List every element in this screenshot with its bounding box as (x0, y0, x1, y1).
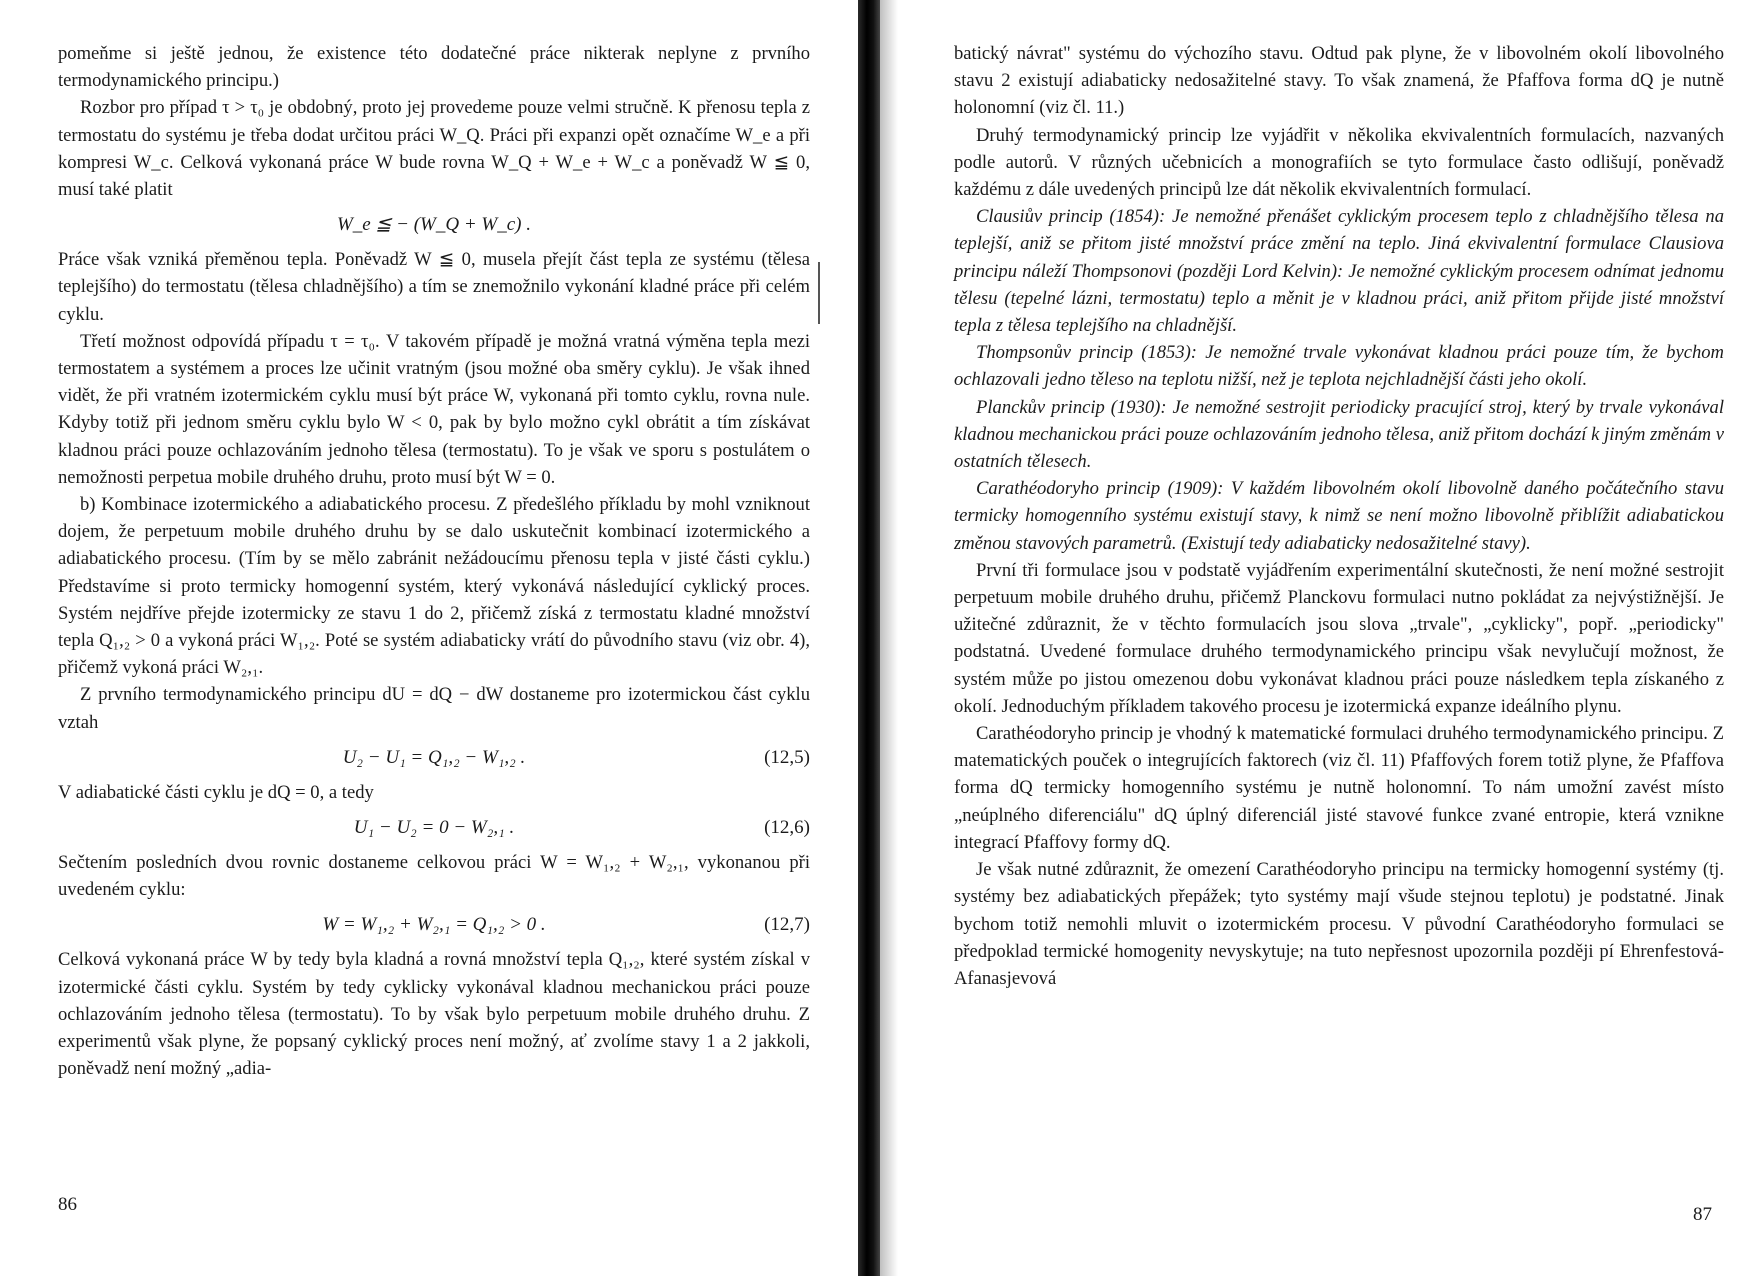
equation (58, 211, 810, 238)
equation-text: U₂ − U₁ = Q₁,₂ − W₁,₂ . (342, 746, 526, 768)
paragraph: První tři formulace jsou v podstatě vyjádřením experimentální skutečnosti, že není možné sestrojit perpetuum mobile druhého druhu, přičemž Planckovu formulaci nutno pokládat za nejvýstižnější. Je užitečné zdůraznit, že v těchto formulacích jsou slova „trvale", „cyklicky", popř. „periodicky" podstatná. Uvedené formulace druhého termodynamického principu však nevylučují možnost, že systém může po jistou omezenou dobu vykonávat kladnou práci pouze následkem tepla získaného z okolí. Jednoduchým příkladem takového procesu je izotermická expanze ideálního plynu. (954, 559, 1724, 717)
principle-thompson: Thompsonův princip (1853): Je nemožné trvale vykonávat kladnou práci pouze tím, že bychom ochlazovali jedno těleso na teplotu nižší, než je teplota nejchladnější části jeho okolí. (954, 342, 1724, 391)
book-gutter (858, 0, 880, 1276)
equation-number: (12,6) (764, 817, 810, 839)
left-page (0, 0, 858, 1276)
principle-planck: Planckův princip (1930): Je nemožné sestrojit periodicky pracující stroj, který by trvale vykonával kladnou mechanickou práci pouze ochlazováním jednoho tělesa, aniž přitom dochází k jiným změnám v ostatních tělesech. (954, 396, 1724, 473)
principle-caratheodory: Carathéodoryho princip (1909): V každém libovolném okolí libovolně daného počátečního stavu termicky homogenního systému existují stavy, k nimž se není možno libovolně přiblížit adiabatickou změnou stavových parametrů. (Existují tedy adiabaticky nedosažitelné stavy). (954, 478, 1724, 554)
paragraph: Sečtením posledních dvou rovnic dostaneme celkovou práci W = W₁,₂ + W₂,₁, vykonanou při uvedeném cyklu: (58, 852, 810, 901)
paragraph: Z prvního termodynamického principu dU = dQ − dW dostaneme pro izotermickou část cyklu vztah (58, 684, 810, 733)
paragraph: Práce však vzniká přeměnou tepla. Poněvadž W ≦ 0, musela přejít část tepla ze systému (tělesa teplejšího) do termostatu (tělesa chladnějšího) a tím se znemožnilo vykonání kladné práce při celém cyklu. (58, 249, 810, 325)
paragraph: Carathéodoryho princip je vhodný k matematické formulaci druhého termodynamického principu. Z matematických pouček o integrujících faktorech (viz čl. 11) Pfaffových forem totiž plyne, že Pfaffova forma dQ termicky homogenního systému je nutně holonomní. To nám umožní zavést místo „neúplného diferenciálu" dQ úplný diferenciál jisté stavové funkce zvané entropie, která vznikne integrací Pfaffovy formy dQ. (954, 723, 1724, 853)
paragraph: Celková vykonaná práce W by tedy byla kladná a rovná množství tepla Q₁,₂, které systém získal v izotermické části cyklu. Systém by tedy cyklicky vykonával kladnou mechanickou práci pouze ochlazováním jednoho tělesa (termostatu). To by však bylo perpetuum mobile druhého druhu. Z experimentů však plyne, že popsaný cyklický proces není možný, ať zvolíme stavy 1 a 2 jakkoli, poněvadž není možný „adia- (58, 949, 810, 1080)
paragraph: V adiabatické části cyklu je dQ = 0, a tedy (58, 781, 374, 803)
equation (58, 814, 810, 841)
equation-text: W = W₁,₂ + W₂,₁ = Q₁,₂ > 0 . (322, 914, 546, 936)
page-number: 87 (1693, 1204, 1712, 1225)
page-number: 86 (58, 1194, 77, 1215)
equation (58, 911, 810, 938)
paragraph: Druhý termodynamický princip lze vyjádřit v několika ekvivalentních formulacích, nazvaných podle autorů. V různých učebnicích a monografiích se tyto formulace často odlišují, poněvadž každému z dále uvedených principů lze dát několik ekvivalentních formulací. (954, 124, 1724, 201)
equation (58, 744, 810, 771)
paragraph: pomeňme si ještě jednou, že existence této dodatečné práce nikterak neplyne z prvního termodynamického principu.) (58, 43, 810, 92)
paragraph: b) Kombinace izotermického a adiabatického procesu. Z předešlého příkladu by mohl vzniknout dojem, že perpetuum mobile druhého druhu by se dalo uskutečnit kombinací izotermického a adiabatického procesu. (Tím by se mělo zabránit nežádoucímu přenosu tepla v jisté části cyklu.) Představíme si proto termicky homogenní systém, který vykonává následující cyklický proces. Systém nejdříve přejde izotermicky ze stavu 1 do 2, přičemž získá z termostatu kladné množství tepla Q₁,₂ > 0 a vykoná práci W₁,₂. Poté se systém adiabaticky vrátí do původního stavu (viz obr. 4), přičemž vykoná práci W₂,₁. (58, 494, 810, 679)
right-page (880, 0, 1754, 1276)
paragraph: Třetí možnost odpovídá případu τ = τ₀. V takovém případě je možná vratná výměna tepla mezi termostatem a systémem a proces lze učinit vratným (jsou možné oba směry cyklu). Je však ihned vidět, že při vratném izotermickém cyklu musí být práce W, vykonaná při tomto cyklu, rovna nule. Kdyby totiž při jednom směru cyklu bylo W < 0, pak by bylo možno cykl obrátit a tím získávat kladnou práci pouze ochlazováním jednoho tělesa (termostatu). To je však ve sporu s postulátem o nemožnosti perpetua mobile druhého druhu, proto musí být W = 0. (58, 330, 810, 488)
equation-number: (12,7) (764, 914, 810, 936)
equation-number: (12,5) (764, 746, 810, 768)
equation-text: U₁ − U₂ = 0 − W₂,₁ . (353, 817, 515, 839)
equation-text: W_e ≦ − (W_Q + W_c) . (336, 214, 532, 236)
principle-clausius: Clausiův princip (1854): Je nemožné přenášet cyklickým procesem teplo z chladnějšího tělesa na teplejší, aniž se přitom jisté množství práce změní na teplo. Jiná ekvivalentní formulace Clausiova principu náleží Thompsonovi (později Lord Kelvin): Je nemožné cyklickým procesem odnímat jednomu tělesu (tepelné lázni, termostatu) teplo a měnit je v kladnou práci, aniž přitom přijde jisté množství tepla z tělesa teplejšího na chladnější. (954, 206, 1724, 337)
paragraph: Je však nutné zdůraznit, že omezení Carathéodoryho principu na termicky homogenní systémy (tj. systémy bez adiabatických přepážek; tyto systémy mají všude stejnou teplotu) je podstatné. Jinak bychom totiž nemohli mluvit o izotermickém procesu. V původní Carathéodoryho formulaci se předpoklad termické homogenity nevyskytuje; na tuto nepřesnost upozornila později pí Ehrenfestová-Afanasjevová (954, 859, 1724, 989)
paragraph: Rozbor pro případ τ > τ₀ je obdobný, proto jej provedeme pouze velmi stručně. K přenosu tepla z termostatu do systému je třeba dodat určitou práci W_Q. Práci při expanzi opět označíme W_e a při kompresi W_c. Celková vykonaná práce W bude rovna W_Q + W_e + W_c a poněvadž W ≦ 0, musí také platit (58, 97, 810, 201)
margin-mark (818, 262, 820, 324)
paragraph: batický návrat" systému do výchozího stavu. Odtud pak plyne, že v libovolném okolí libovolného stavu 2 existují adiabaticky nedosažitelné stavy. To však znamená, že Pfaffova forma dQ je nutně holonomní (viz čl. 11.) (954, 43, 1724, 119)
